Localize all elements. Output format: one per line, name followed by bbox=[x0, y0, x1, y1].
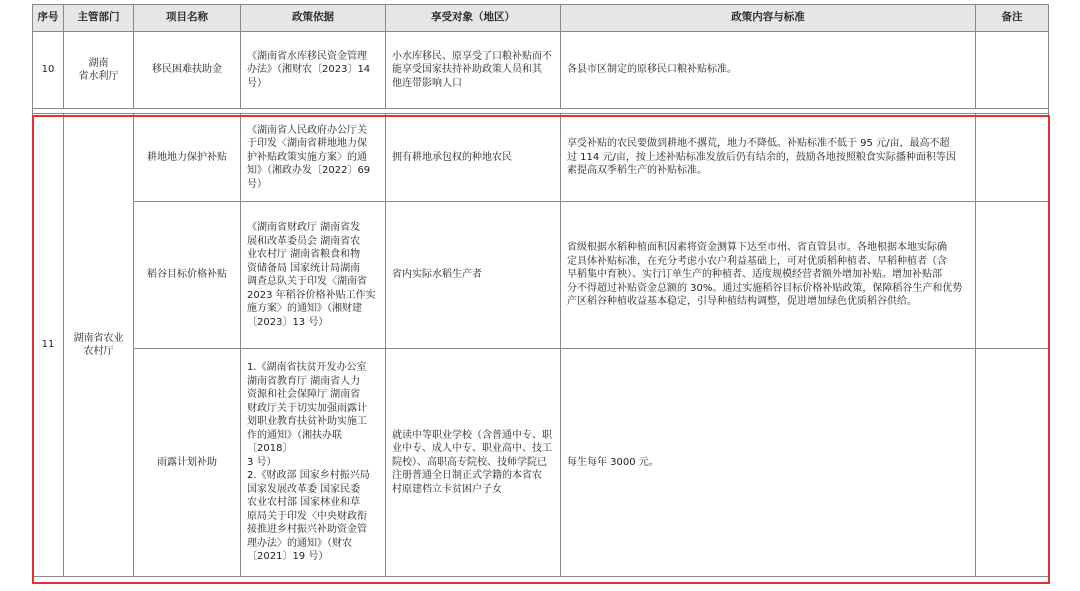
content-cell: 各县市区制定的原移民口粮补贴标准。 bbox=[561, 32, 976, 109]
note-cell bbox=[976, 349, 1049, 577]
table-row bbox=[33, 32, 1049, 109]
note-cell bbox=[976, 202, 1049, 349]
target-cell: 小水库移民、原享受了口粮补贴而不 能享受国家扶持补助政策人员和其 他连带影响人口 bbox=[386, 32, 561, 109]
basis-cell: 1.《湖南省扶贫开发办公室 湖南省教育厅 湖南省人力 资源和社会保障厅 湖南省 财政厅关于切实加强雨露计 划职业教育扶贫补助实施工 作的通知》（湘扶办联〔2018〕 3 号） 2.《财政部 国家乡村振兴局 国家发展改革委 国家民委 农业农村部 国家林业和草 原局关于印发〈中央财政衔 接推进乡村振兴补助资金管 理办法〉的通知》（财农 〔2021〕19 号） bbox=[241, 349, 386, 577]
project-cell: 稻谷目标价格补贴 bbox=[134, 202, 241, 349]
row-number: 11 bbox=[33, 114, 64, 577]
header-basis: 政策依据 bbox=[241, 5, 386, 32]
project-cell: 耕地地力保护补贴 bbox=[134, 114, 241, 202]
basis-cell: 《湖南省人民政府办公厅关 于印发〈湖南省耕地地力保 护补贴政策实施方案〉的通 知》（湘政办发〔2022〕69 号） bbox=[241, 114, 386, 202]
target-cell: 省内实际水稻生产者 bbox=[386, 202, 561, 349]
target-cell: 拥有耕地承包权的种地农民 bbox=[386, 114, 561, 202]
project-cell: 雨露计划补助 bbox=[134, 349, 241, 577]
basis-cell: 《湖南省水库移民资金管理 办法》（湘财农〔2023〕14 号） bbox=[241, 32, 386, 109]
policy-table bbox=[32, 4, 1049, 577]
header-no: 序号 bbox=[33, 5, 64, 32]
header-target: 享受对象（地区） bbox=[386, 5, 561, 32]
content-cell: 省级根据水稻种植面积因素将资金测算下达至市州、省直管县市。各地根据本地实际确 定具体补贴标准，在充分考虑小农户利益基础上，可对优质稻种植者、早稻种植者（含 早稻集中育秧）、实行订单生产的种植者、适度规模经营者额外增加补贴。增加补贴部 分不得超过补贴资金总额的 30%。通过实施稻谷目标价格补贴政策，保障稻谷生产和优势 产区稻谷种植收益基本稳定，引导种植结构调整，促进增加绿色优质稻谷供给。 bbox=[561, 202, 976, 349]
table-row bbox=[33, 349, 1049, 577]
table-row bbox=[33, 114, 1049, 202]
note-cell bbox=[976, 114, 1049, 202]
table-row bbox=[33, 202, 1049, 349]
note-cell bbox=[976, 32, 1049, 109]
dept-cell: 湖南省农业 农村厅 bbox=[64, 114, 134, 577]
basis-cell: 《湖南省财政厅 湖南省发 展和改革委员会 湖南省农 业农村厅 湖南省粮食和物 资储备局 国家统计局湖南 调查总队关于印发〈湖南省 2023 年稻谷价格补贴工作实 施方案〉的通知》（湘财建 〔2023〕13 号） bbox=[241, 202, 386, 349]
header-project: 项目名称 bbox=[134, 5, 241, 32]
row-number: 10 bbox=[33, 32, 64, 109]
target-cell: 就读中等职业学校（含普通中专、职 业中专、成人中专、职业高中、技工 院校）、高职高专院校、技师学院已 注册普通全日制正式学籍的本省农 村原建档立卡贫困户子女 bbox=[386, 349, 561, 577]
dept-cell: 湖南 省水利厅 bbox=[64, 32, 134, 109]
header-dept: 主管部门 bbox=[64, 5, 134, 32]
project-cell: 移民困难扶助金 bbox=[134, 32, 241, 109]
header-content: 政策内容与标准 bbox=[561, 5, 976, 32]
header-row bbox=[33, 5, 1049, 32]
content-cell: 享受补贴的农民要做到耕地不撂荒，地力不降低。补贴标准不低于 95 元/亩，最高不超 过 114 元/亩，按上述补贴标准发放后仍有结余的，鼓励各地按照粮食实际播种面积等因 素提高双季稻生产的补贴标准。 bbox=[561, 114, 976, 202]
content-cell: 每生每年 3000 元。 bbox=[561, 349, 976, 577]
header-note: 备注 bbox=[976, 5, 1049, 32]
